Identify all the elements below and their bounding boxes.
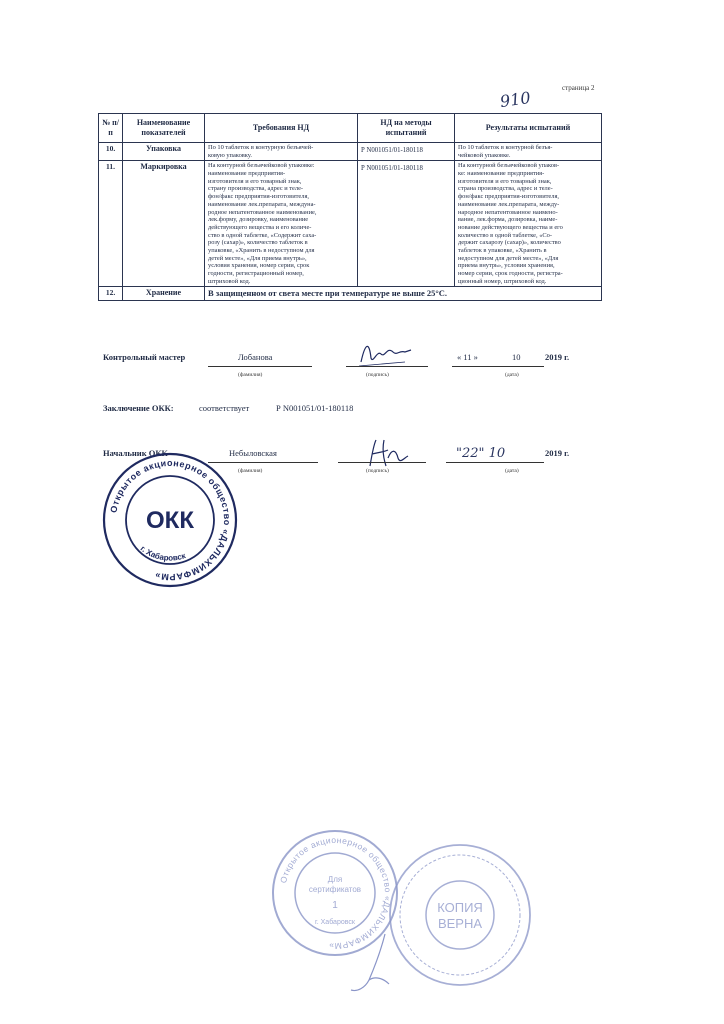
certificate-stamp-line-1: Для	[327, 875, 343, 884]
row-name: Упаковка	[123, 143, 205, 161]
head-signature	[362, 436, 412, 470]
certificate-stamp-city: г. Хабаровск	[315, 919, 355, 926]
copy-stamp-line-2: ВЕРНА	[437, 916, 483, 931]
controller-signature-line	[346, 366, 428, 367]
row-number: 11.	[99, 161, 123, 287]
header-number: № п/п	[99, 114, 123, 143]
head-surname: Небыловская	[229, 448, 277, 458]
certificate-stamp-line-2: сертификатов	[308, 885, 362, 894]
controller-month: 10	[512, 352, 521, 362]
row-requirement: По 10 таблеток в контурную безъячей- ковую упаковку.	[205, 143, 358, 161]
controller-signature-caption: (подпись)	[366, 372, 389, 378]
certificate-stamp-line-3: 1	[332, 900, 338, 911]
table-row	[99, 161, 602, 287]
controller-day: « 11 »	[457, 352, 478, 362]
head-label: Начальник ОКК	[103, 448, 168, 458]
okk-stamp-center: ОКК	[146, 507, 194, 534]
specification-table	[98, 113, 602, 301]
copy-signature	[345, 930, 405, 1000]
header-indicator: Наименование показателей	[123, 114, 205, 143]
controller-surname-line	[208, 366, 312, 367]
controller-label: Контрольный мастер	[103, 352, 186, 362]
header-requirements: Требования НД	[205, 114, 358, 143]
row-requirement: На контурной безъячейковой упаковке: наименование предприятия- изготовителя и его товарный знак, страну производства, адрес и теле- фон/факс предприятия-изготовителя, наименование лек.препарата, междуна- родное непатентованное наименование, лек.форму, дозировку, наименование действующего вещества и его количе- ство в одной таблетке, «Содержит саха- розу (сахар)», количество таблеток в упаковке, «Хранить в недоступном для детей месте», «Для приема внутрь», условия хранения, номер серии, срок годности, регистрационный номер, штриховой код.	[205, 161, 358, 287]
certificate-stamp-ring-text: Открытое акционерное общество «ДАЛЬХИМФАРМ»	[278, 834, 394, 952]
page-label: страница 2	[562, 84, 595, 92]
head-date-line	[446, 462, 544, 463]
header-methods: НД на методы испытаний	[358, 114, 455, 143]
controller-surname-caption: (фамилия)	[238, 372, 263, 378]
row-merged-requirement: В защищенном от света месте при температуре не выше 25°С.	[205, 287, 602, 300]
row-result: По 10 таблеток в контурной безъя- чейковой упаковке.	[455, 143, 602, 161]
controller-date-line	[452, 366, 544, 367]
row-method: Р N001051/01-180118	[358, 161, 455, 287]
row-result: На контурной безъячейковой упаков- ке: наименование предприятия- изготовителя и его товарный знак, страна производства, адрес и теле- фон/факс предприятия-изготовителя, наименование лек.препарата, между- народное непатентованное наимено- вание, лек.форма, дозировка, наиме- нование действующего вещества и его количество в одной таблетке, «Со- держит сахарозу (сахар)», количество таблеток в упаковке, «Хранить в недоступном для детей месте», «Для приема внутрь», условия хранения, номер серии, срок годности, регистра- ционный номер, штриховой код.	[455, 161, 602, 287]
table-header-row	[99, 114, 602, 143]
controller-date-caption: (дата)	[505, 372, 519, 378]
controller-signature	[355, 336, 415, 370]
head-date-caption: (дата)	[505, 468, 519, 474]
row-method: Р N001051/01-180118	[358, 143, 455, 161]
head-date-handwritten: "22" 10	[456, 446, 506, 461]
handwritten-number: 910	[498, 87, 532, 112]
controller-year: 2019 г.	[545, 352, 570, 362]
svg-text:г. Хабаровск	[139, 544, 188, 563]
okk-stamp	[100, 450, 240, 590]
okk-stamp-ring-text: Открытое акционерное общество «ДАЛЬХИМФАРМ»	[108, 457, 233, 583]
head-surname-caption: (фамилия)	[238, 468, 263, 474]
conclusion-reference: Р N001051/01-180118	[276, 403, 354, 413]
row-number: 10.	[99, 143, 123, 161]
copy-stamp-line-1: КОПИЯ	[437, 900, 483, 915]
head-signature-caption: (подпись)	[366, 468, 389, 474]
row-name: Маркировка	[123, 161, 205, 287]
head-year: 2019 г.	[545, 448, 570, 458]
controller-surname: Лобанова	[238, 352, 273, 362]
head-signature-line	[338, 462, 426, 463]
copy-correct-stamp	[385, 840, 535, 990]
conclusion-label: Заключение ОКК:	[103, 403, 174, 413]
header-results: Результаты испытаний	[455, 114, 602, 143]
row-name: Хранение	[123, 287, 205, 300]
table-row	[99, 143, 602, 161]
conclusion-value: соответствует	[199, 403, 250, 413]
row-number: 12.	[99, 287, 123, 300]
okk-stamp-city: г. Хабаровск	[138, 543, 187, 563]
table-row	[99, 287, 602, 300]
